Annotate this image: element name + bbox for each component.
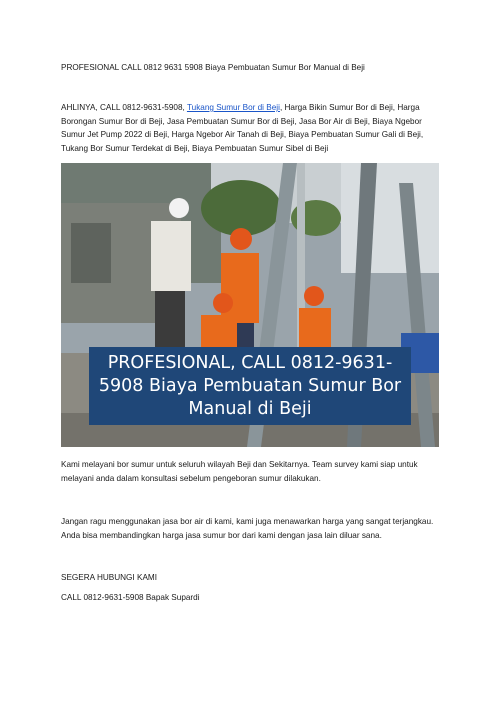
image-banner: PROFESIONAL, CALL 0812-9631-5908 Biaya Pembuatan Sumur Bor Manual di Beji — [89, 347, 411, 425]
tukang-sumur-bor-link[interactable]: Tukang Sumur Bor di Beji — [186, 103, 280, 112]
intro-text-end: , Harga Bikin Sumur Bor di Beji, Harga Borongan Sumur Bor di Beji, Jasa Pembuatan Sumur Bor di Beji, Jasa Bor Air di Beji, Biaya Ngebor Sumur Jet Pump 2022 di Beji, Harga Ngebor Air Tanah di Beji, Biaya Pembuatan Sumur Gali di Beji, Tukang Bor Sumur Terdekat di Beji, Biaya Pembuatan Sumur Sibel di Beji — [61, 103, 424, 153]
document-title-line: PROFESIONAL CALL 0812 9631 5908 Biaya Pembuatan Sumur Bor Manual di Beji — [61, 63, 365, 72]
cta-heading: SEGERA HUBUNGI KAMI — [61, 573, 157, 582]
pricing-paragraph: Jangan ragu menggunakan jasa bor air di kami, kami juga menawarkan harga yang sangat terjangkau. Anda bisa membandingkan harga jasa sumur bor dari kami dengan jasa lain diluar sana. — [61, 517, 434, 540]
intro-paragraph — [61, 101, 441, 155]
drilling-site-photo — [61, 163, 439, 447]
service-area-paragraph: Kami melayani bor sumur untuk seluruh wilayah Beji dan Sekitarnya. Team survey kami siap untuk melayani anda dalam konsultasi sebelum pengeboran sumur dilakukan. — [61, 460, 418, 483]
intro-text-start: AHLINYA, CALL 0812-9631-5908, — [61, 103, 187, 112]
cta-contact: CALL 0812-9631-5908 Bapak Supardi — [61, 593, 200, 602]
